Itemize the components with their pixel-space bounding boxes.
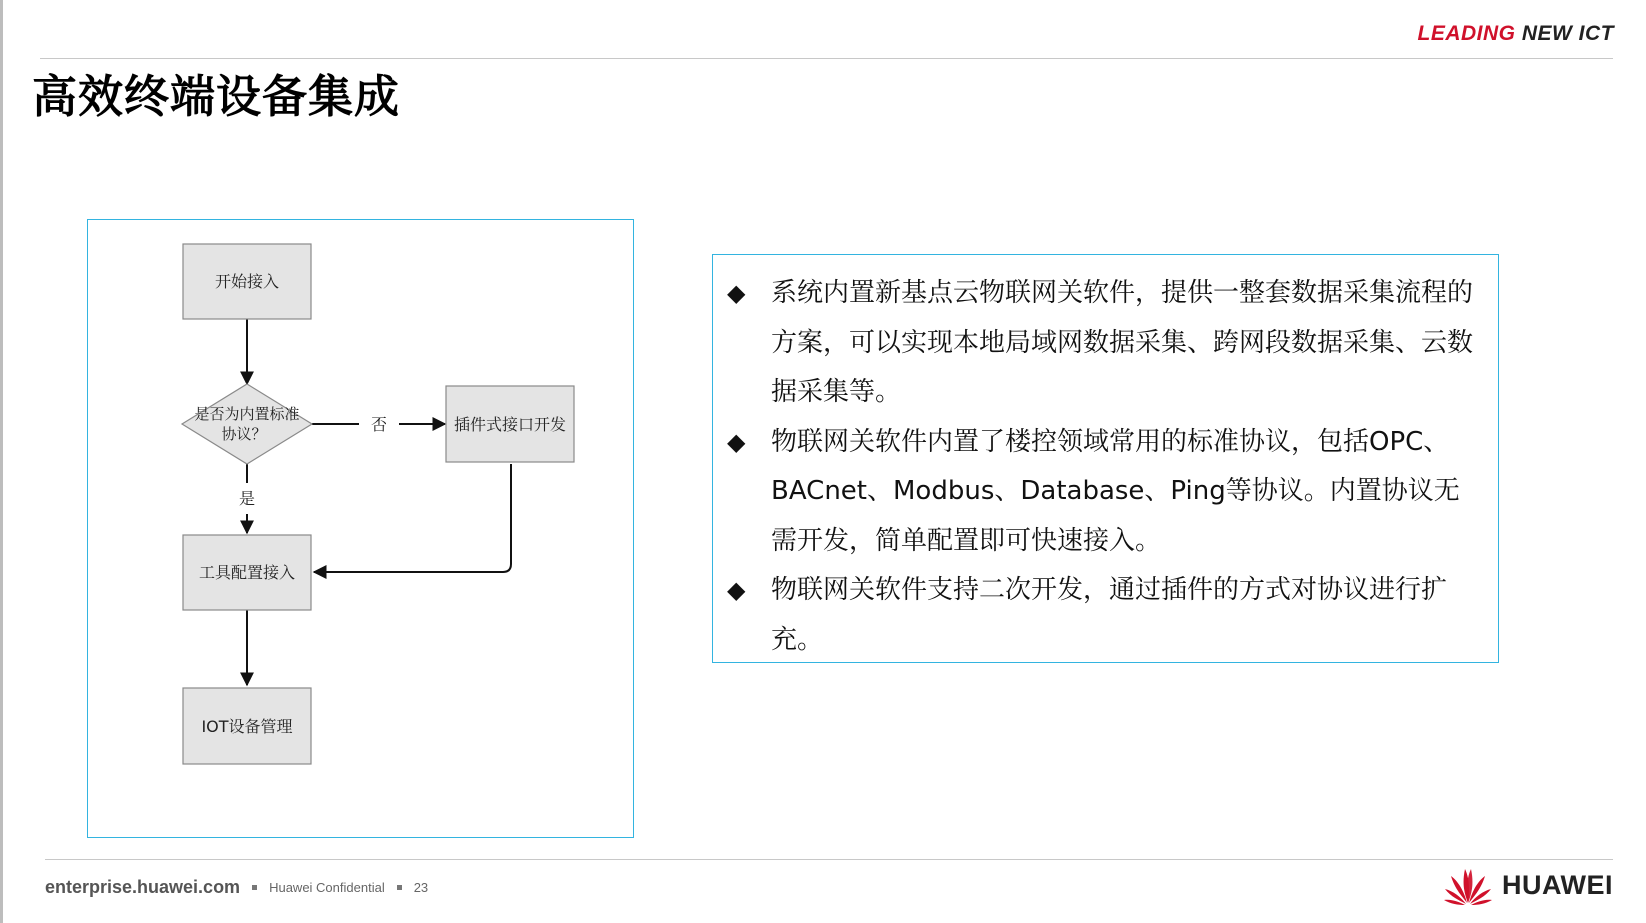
brand-tagline-leading: LEADING bbox=[1417, 22, 1516, 45]
bullet-text: 系统内置新基点云物联网关软件，提供一整套数据采集流程的方案，可以实现本地局域网数据采集、跨网段数据采集、云数据采集等。 bbox=[771, 278, 1474, 407]
bullet-text: 物联网关软件内置了楼控领域常用的标准协议，包括OPC、BACnet、Modbus、Database、Ping等协议。内置协议无需开发，简单配置即可快速接入。 bbox=[771, 426, 1460, 556]
bullet-item bbox=[725, 269, 1478, 418]
brand-tagline bbox=[1418, 22, 1615, 46]
bullet-text: 物联网关软件支持二次开发，通过插件的方式对协议进行扩充。 bbox=[771, 575, 1448, 655]
flowchart bbox=[87, 219, 634, 838]
diamond-bullet-icon: ◆ bbox=[727, 576, 746, 604]
separator-square-icon bbox=[397, 885, 402, 890]
page-number: 23 bbox=[413, 880, 429, 895]
no-branch-label: 否 bbox=[370, 415, 388, 434]
huawei-flower-icon bbox=[1442, 865, 1494, 905]
decision-label-line2: 协议？ bbox=[221, 425, 267, 443]
plugin-dev-label: 插件式接口开发 bbox=[453, 415, 567, 434]
footer-divider bbox=[45, 859, 1613, 860]
diamond-bullet-icon: ◆ bbox=[727, 279, 746, 307]
feature-bullet-box bbox=[712, 254, 1499, 663]
arrow-plugin-to-tool-config bbox=[314, 464, 511, 572]
header-divider bbox=[40, 58, 1613, 59]
huawei-logo bbox=[1442, 865, 1613, 905]
bullet-item bbox=[725, 566, 1478, 665]
iot-manage-label: IOT设备管理 bbox=[201, 717, 293, 736]
huawei-wordmark: HUAWEI bbox=[1502, 869, 1613, 900]
decision-diamond bbox=[182, 384, 312, 464]
slide-left-edge bbox=[0, 0, 3, 923]
yes-branch-label: 是 bbox=[238, 489, 256, 508]
footer-confidential: Huawei Confidential bbox=[269, 880, 385, 895]
tool-config-label: 工具配置接入 bbox=[198, 563, 296, 582]
diamond-bullet-icon: ◆ bbox=[727, 427, 746, 456]
slide-title: 高效终端设备集成 bbox=[32, 70, 401, 123]
bullet-item bbox=[725, 418, 1478, 567]
separator-square-icon bbox=[252, 885, 257, 890]
start-label: 开始接入 bbox=[214, 272, 280, 291]
footer-site: enterprise.huawei.com bbox=[45, 877, 241, 897]
footer bbox=[45, 877, 428, 898]
decision-label-line1: 是否为内置标准 bbox=[194, 405, 300, 423]
brand-tagline-new-ict: NEW ICT bbox=[1521, 22, 1614, 45]
